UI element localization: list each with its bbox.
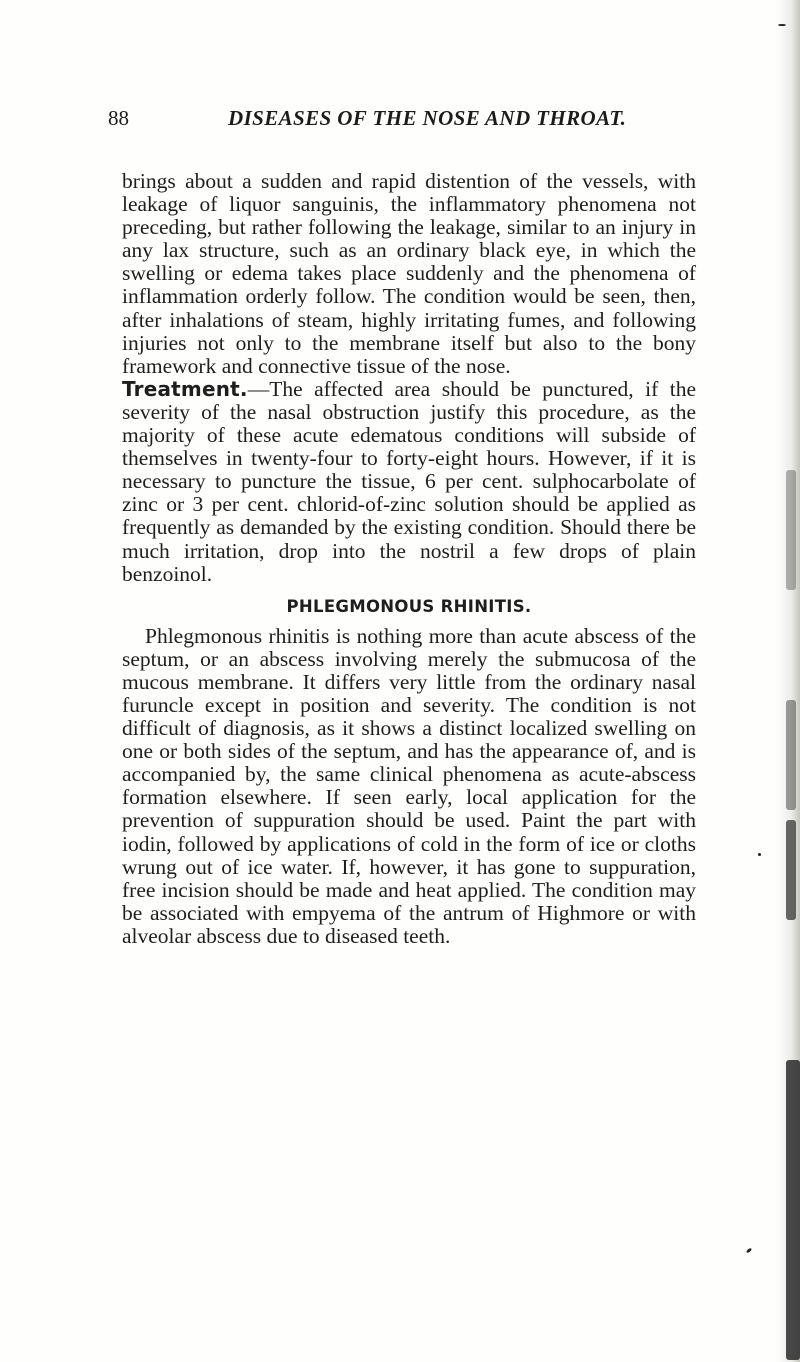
page-number: 88: [108, 106, 129, 130]
edge-stain: [786, 820, 796, 920]
ink-speck: [758, 853, 761, 856]
section-heading: PHLEGMONOUS RHINITIS.: [286, 596, 532, 616]
ink-speck: [746, 1247, 753, 1253]
treatment-heading: Treatment.: [122, 376, 248, 401]
treatment-paragraph: [122, 378, 696, 586]
edge-stain: [786, 470, 796, 590]
page-header: [108, 106, 718, 136]
edge-stain: [786, 700, 796, 810]
ink-speck: [778, 24, 786, 26]
body-text: [122, 170, 696, 948]
edge-stain: [786, 1060, 800, 1360]
running-title: DISEASES OF THE NOSE AND THROAT.: [228, 106, 627, 130]
intro-paragraph: brings about a sudden and rapid distention of the vessels, with leakage of liquor sanguinis, the inflammatory phenomena not preceding, but rather following the leakage, similar to an injury in any lax structure, such as an ordinary black eye, in which the swelling or edema takes place suddenly and the phenomena of inflammation orderly follow. The condition would be seen, then, after inhalations of steam, highly irritating fumes, and following injuries not only to the membrane itself but also to the bony framework and connective tissue of the nose.: [122, 169, 696, 378]
treatment-body: —The affected area should be punctured, if the severity of the nasal obstruction justify this procedure, as the majority of these acute edematous conditions will subside of themselves in twenty-four to forty-eight hours. However, if it is necessary to puncture the tissue, 6 per cent. sulphocarbolate of zinc or 3 per cent. chlorid-of-zinc solution should be applied as frequently as demanded by the existing condition. Should there be much irritation, drop into the nostril a few drops of plain benzoinol.: [122, 376, 696, 586]
phlegmonous-paragraph: Phlegmonous rhinitis is nothing more than acute abscess of the septum, or an abscess involving merely the submucosa of the mucous membrane. It differs very little from the ordinary nasal furuncle except in position and severity. The condition is not difficult of diagnosis, as it shows a distinct localized swelling on one or both sides of the septum, and has the appearance of, and is accompanied by, the same clinical phenomena as acute-abscess formation elsewhere. If seen early, local application for the prevention of suppuration should be used. Paint the part with iodin, followed by applications of cold in the form of ice or cloths wrung out of ice water. If, however, it has gone to suppuration, free incision should be made and heat applied. The condition may be associated with empyema of the antrum of Highmore or with alveolar abscess due to diseased teeth.: [122, 623, 696, 948]
